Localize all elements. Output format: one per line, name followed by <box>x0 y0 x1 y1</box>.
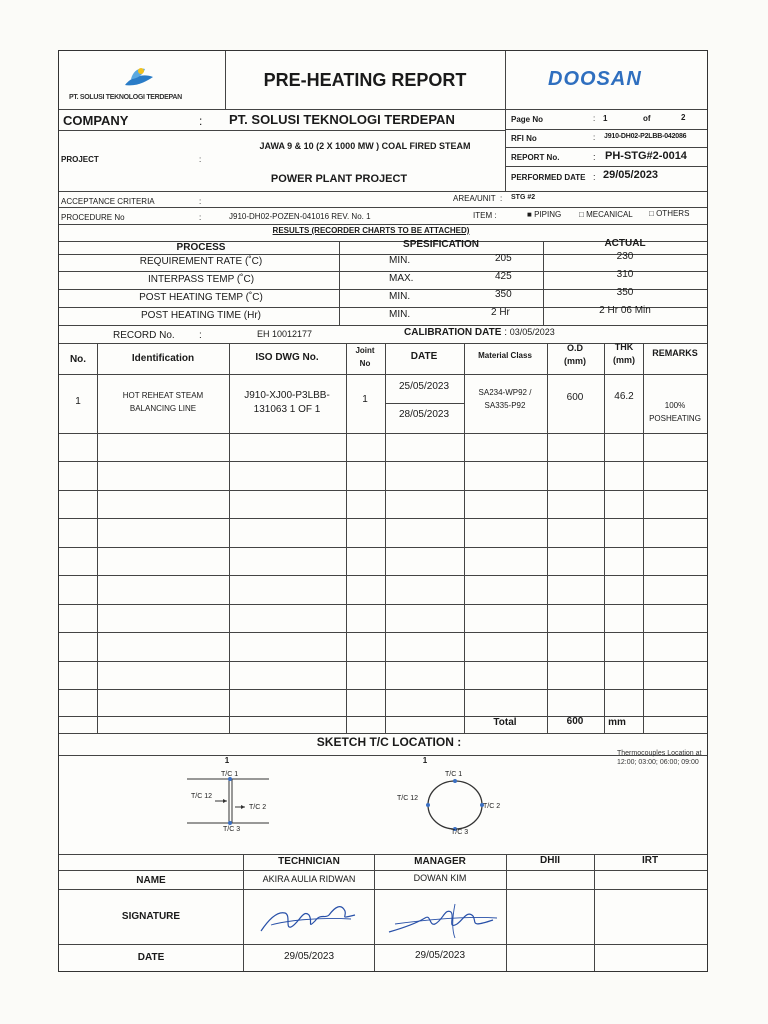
divider <box>59 224 707 225</box>
divider <box>505 129 707 130</box>
acceptance-colon: : <box>199 197 202 206</box>
checkbox-icon: □ <box>649 209 654 218</box>
technician-header: TECHNICIAN <box>278 856 340 867</box>
report-no-value: PH-STG#2-0014 <box>605 150 687 162</box>
area-value: STG #2 <box>511 194 536 201</box>
actual-value: 230 <box>616 251 634 262</box>
project-label: PROJECT <box>61 155 99 164</box>
item-option-piping[interactable] <box>527 210 561 219</box>
actual-value: 350 <box>616 287 634 298</box>
calibration-value: 03/05/2023 <box>509 327 555 337</box>
divider <box>604 343 605 733</box>
spec-value: 425 <box>495 271 512 282</box>
divider <box>225 51 226 109</box>
row-iso-1: J910-XJ00-P3LBB- <box>244 390 330 401</box>
project-colon: : <box>199 155 202 164</box>
actual-value: 2 Hr 06 Min <box>599 305 651 316</box>
total-label: Total <box>493 717 517 728</box>
divider <box>506 854 507 971</box>
row-date-1: 25/05/2023 <box>398 381 450 392</box>
performed-date-value: 29/05/2023 <box>603 169 659 181</box>
tc-label: T/C 12 <box>191 793 213 800</box>
divider <box>59 547 707 548</box>
report-no-colon: : <box>593 152 596 162</box>
record-value: EH 10012177 <box>257 329 313 339</box>
col-thk-2: (mm) <box>613 355 635 365</box>
actual-value: 310 <box>616 269 634 280</box>
row-joint: 1 <box>362 394 368 405</box>
divider <box>59 343 707 344</box>
procedure-label: PROCEDURE No <box>61 213 125 222</box>
divider <box>59 661 707 662</box>
tc-label: T/C 1 <box>445 771 463 778</box>
technician-date: 29/05/2023 <box>283 951 335 962</box>
divider <box>339 241 340 325</box>
tc-label: T/C 12 <box>397 795 419 802</box>
procedure-value: J910-DH02-POZEN-041016 REV. No. 1 <box>229 212 371 221</box>
company-logo-icon <box>121 63 155 93</box>
item-option-others-label: OTHERS <box>656 209 690 218</box>
report-page <box>58 50 708 972</box>
manager-name: DOWAN KIM <box>413 873 467 883</box>
divider <box>59 109 707 110</box>
checkbox-checked-icon: ■ <box>527 210 532 219</box>
procedure-colon: : <box>199 213 202 222</box>
project-line2: POWER PLANT PROJECT <box>270 173 408 185</box>
tc-label: T/C 3 <box>223 826 241 833</box>
divider <box>464 343 465 733</box>
tc-label: T/C 2 <box>483 803 501 810</box>
col-od-1: O.D <box>566 343 584 353</box>
divider <box>59 254 707 255</box>
divider <box>59 374 707 375</box>
calibration-colon: : <box>504 327 507 338</box>
divider <box>59 755 707 756</box>
row-no: 1 <box>75 396 81 407</box>
spec-type: MIN. <box>389 255 411 266</box>
divider <box>59 490 707 491</box>
divider <box>594 854 595 971</box>
row-material-2: SA335-P92 <box>484 401 526 410</box>
divider <box>59 130 505 131</box>
tc-label: T/C 3 <box>451 829 469 836</box>
total-value: 600 <box>566 716 584 727</box>
actual-header: ACTUAL <box>604 238 646 249</box>
divider <box>59 604 707 605</box>
spec-header: SPESIFICATION <box>403 239 479 250</box>
item-option-mecanical-label: MECANICAL <box>586 210 633 219</box>
col-joint-1: Joint <box>355 346 375 355</box>
divider <box>59 889 707 890</box>
divider <box>643 343 644 733</box>
technician-signature <box>255 891 365 941</box>
process-name: REQUIREMENT RATE (˚C) <box>139 256 263 267</box>
item-option-piping-label: PIPING <box>534 210 562 219</box>
divider <box>59 207 707 208</box>
signature-label: SIGNATURE <box>121 911 181 922</box>
tc-label: T/C 2 <box>249 804 267 811</box>
rfi-value: J910-DH02-P2LBB-042086 <box>604 133 687 140</box>
divider <box>505 51 506 191</box>
calibration-row <box>404 327 555 338</box>
performed-date-label: PERFORMED DATE <box>511 173 586 182</box>
col-date: DATE <box>410 351 438 362</box>
row-remarks-1: 100% <box>664 401 686 410</box>
calibration-label: CALIBRATION DATE <box>404 327 502 338</box>
report-no-label: REPORT No. <box>511 153 560 162</box>
name-label: NAME <box>136 875 166 886</box>
company-colon: : <box>199 114 203 128</box>
thermocouple-note-1: Thermocouples Location at <box>617 750 702 757</box>
divider <box>505 147 707 148</box>
spec-value: 350 <box>495 289 512 300</box>
divider <box>59 870 707 871</box>
manager-date: 29/05/2023 <box>414 950 466 961</box>
divider <box>59 854 707 855</box>
sketch-right-number: 1 <box>422 756 428 765</box>
dhii-header: DHII <box>540 855 560 866</box>
divider <box>385 343 386 733</box>
process-name: POST HEATING TEMP (˚C) <box>139 292 263 303</box>
area-colon: : <box>500 194 503 203</box>
divider <box>97 343 98 733</box>
technician-name: AKIRA AULIA RIDWAN <box>262 874 356 884</box>
divider <box>547 343 548 733</box>
col-material: Material Class <box>478 351 532 360</box>
process-name: POST HEATING TIME (Hr) <box>140 310 262 321</box>
rfi-colon: : <box>593 133 596 142</box>
sketch-title: SKETCH T/C LOCATION : <box>316 735 462 749</box>
acceptance-label: ACCEPTANCE CRITERIA <box>61 197 155 206</box>
col-iso: ISO DWG No. <box>255 352 319 363</box>
row-remarks-2: POSHEATING <box>649 414 701 423</box>
divider <box>59 632 707 633</box>
divider <box>59 461 707 462</box>
company-logo-text: PT. SOLUSI TEKNOLOGI TERDEPAN <box>69 94 182 101</box>
doosan-logo: DOOSAN <box>548 68 642 90</box>
pipe-cross-section-sketch <box>425 775 485 835</box>
divider <box>346 343 347 733</box>
row-ident-1: HOT REHEAT STEAM <box>122 391 204 400</box>
total-unit: mm <box>608 717 626 728</box>
company-label: COMPANY <box>63 113 129 128</box>
divider <box>59 944 707 945</box>
pipe-side-sketch <box>179 771 279 831</box>
irt-header: IRT <box>641 855 659 866</box>
report-title: PRE-HEATING REPORT <box>263 70 467 90</box>
spec-type: MAX. <box>389 273 414 284</box>
record-colon: : <box>199 330 202 341</box>
page-no-value: 1 <box>603 114 608 123</box>
spec-value: 205 <box>495 253 512 264</box>
divider <box>59 689 707 690</box>
sketch-left-number: 1 <box>224 756 230 765</box>
row-material-1: SA234-WP92 / <box>478 388 532 397</box>
col-od-2: (mm) <box>564 356 586 366</box>
results-note: RESULTS (RECORDER CHARTS TO BE ATTACHED) <box>272 226 470 235</box>
row-thk: 46.2 <box>614 391 634 402</box>
col-no: No. <box>69 354 87 365</box>
divider <box>59 433 707 434</box>
spec-type: MIN. <box>389 291 411 302</box>
spec-type: MIN. <box>389 309 411 320</box>
divider <box>243 854 244 971</box>
company-value: PT. SOLUSI TEKNOLOGI TERDEPAN <box>229 112 455 127</box>
process-name: INTERPASS TEMP (˚C) <box>147 274 255 285</box>
row-iso-2: 131063 1 OF 1 <box>253 404 321 415</box>
divider <box>385 403 464 404</box>
divider <box>59 289 707 290</box>
row-od: 600 <box>566 392 584 403</box>
divider <box>59 733 707 734</box>
process-header: PROCESS <box>176 242 226 253</box>
divider <box>59 518 707 519</box>
area-label: AREA/UNIT <box>453 194 496 203</box>
thermocouple-note-2: 12:00; 03:00; 06:00; 09:00 <box>617 759 699 766</box>
item-option-mecanical[interactable] <box>579 210 633 219</box>
spec-value: 2 Hr <box>491 307 510 318</box>
divider <box>59 575 707 576</box>
page-no-colon: : <box>593 114 596 123</box>
item-label: ITEM : <box>473 211 497 220</box>
divider <box>59 271 707 272</box>
manager-header: MANAGER <box>414 856 466 867</box>
checkbox-icon: □ <box>579 210 584 219</box>
manager-signature <box>385 894 501 944</box>
col-thk-1: THK <box>614 342 634 352</box>
item-option-others[interactable] <box>649 209 689 218</box>
divider <box>505 166 707 167</box>
performed-date-colon: : <box>593 172 596 182</box>
divider <box>59 325 707 326</box>
divider <box>59 191 707 192</box>
divider <box>374 854 375 971</box>
project-line1: JAWA 9 & 10 (2 X 1000 MW ) COAL FIRED STEAM <box>259 141 471 151</box>
rfi-label: RFI No <box>511 134 537 143</box>
col-identification: Identification <box>131 353 195 364</box>
col-joint-2: No <box>359 359 371 368</box>
record-label: RECORD No. <box>113 330 175 341</box>
row-ident-2: BALANCING LINE <box>129 404 197 413</box>
page-of-label: of <box>643 114 651 123</box>
page-no-label: Page No <box>511 115 544 124</box>
row-date-2: 28/05/2023 <box>398 409 450 420</box>
tc-label: T/C 1 <box>221 771 239 778</box>
divider <box>229 343 230 733</box>
page-total: 2 <box>681 113 686 122</box>
date-label: DATE <box>137 952 165 963</box>
col-remarks: REMARKS <box>652 348 698 358</box>
divider <box>543 241 544 325</box>
